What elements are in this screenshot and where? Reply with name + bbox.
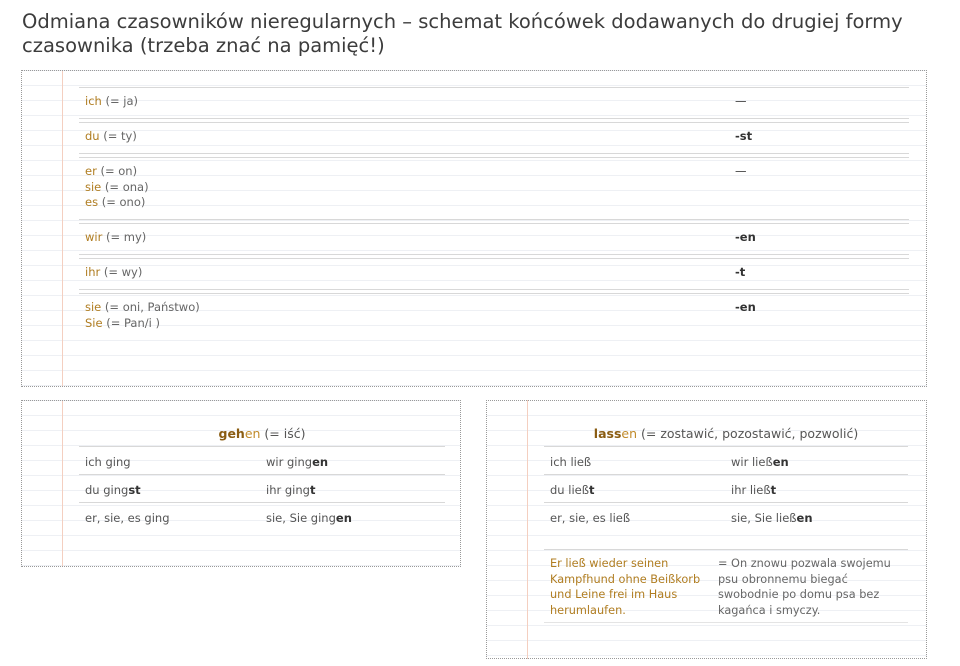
ending-value: -st [735,129,753,143]
conjugation-cell: wir gingen [266,455,329,469]
endings-table [79,87,909,342]
ending-value: — [735,164,747,178]
page-title: Odmiana czasowników nieregularnych – schemat końcówek dodawanych do drugiej formy czasownika (trzeba znać na pamięć!) [22,10,903,57]
example-sentence [544,549,908,623]
verb-stem: geh [218,426,245,441]
verb-suffix: en [621,426,638,441]
table-row [79,475,445,503]
verb-suffix: en [244,426,261,441]
lassen-card [486,400,927,659]
table-row [79,503,445,530]
conjugation-cell: ich ging [85,455,131,469]
pronoun-gloss: (= ono) [98,195,146,209]
pronoun: er [85,164,97,178]
conjugation-cell: wir ließen [731,455,789,469]
pronoun-gloss: (= my) [102,230,147,244]
verb-gloss: (= zostawić, pozostawić, pozwolić) [637,426,859,441]
conjugation-cell: sie, Sie ließen [731,511,813,525]
conjugation-cell: ich ließ [550,455,592,469]
verb-gloss: (= iść) [260,426,306,441]
ending-value: — [735,94,747,108]
pronoun-gloss: (= on) [96,164,138,178]
endings-card [21,70,927,387]
table-row [544,475,908,503]
endings-row [79,87,909,119]
pronoun: ihr [85,265,101,279]
endings-row [79,157,909,220]
pronoun-gloss: (= ona) [101,179,149,194]
endings-row [79,258,909,290]
conjugation-cell: du gingst [85,483,141,497]
gehen-card [21,400,461,567]
pronoun-gloss: (= Pan/i ) [102,315,160,330]
verb-stem: lass [593,426,622,441]
ending-value: -en [735,300,756,314]
verb-heading [544,417,908,447]
pronoun: es [85,195,99,209]
endings-row [79,122,909,154]
pronoun-gloss: (= wy) [100,265,143,279]
conjugation-cell: ihr ließt [731,483,777,497]
lassen-table [544,417,908,530]
pronoun-gloss: (= ja) [101,94,138,108]
pronoun: sie [85,179,102,194]
pronoun-gloss: (= ty) [99,129,137,143]
conjugation-cell: ihr gingt [266,483,316,497]
pronoun: ich [85,94,102,108]
table-row [544,503,908,530]
conjugation-cell: sie, Sie gingen [266,511,352,525]
table-row [79,447,445,475]
pronoun: wir [85,230,103,244]
ending-value: -t [735,265,746,279]
example-german: Er ließ wieder seinen Kampfhund ohne Beißkorb und Leine frei im Haus herumlaufen. [550,557,701,617]
endings-row [79,223,909,255]
ending-value: -en [735,230,756,244]
conjugation-cell: du ließt [550,483,595,497]
pronoun: Sie [85,315,103,330]
endings-row [79,293,909,339]
pronoun: du [85,129,100,143]
conjugation-cell: er, sie, es ließ [550,511,631,525]
gehen-table [79,417,445,530]
pronoun: sie [85,300,102,314]
example-polish: = On znowu pozwala swojemu psu obronnemu biegać swobodnie po domu psa bez kagańca i smyczy. [718,557,891,617]
verb-heading [79,417,445,447]
pronoun-gloss: (= oni, Państwo) [101,300,200,314]
table-row [544,447,908,475]
conjugation-cell: er, sie, es ging [85,511,170,525]
